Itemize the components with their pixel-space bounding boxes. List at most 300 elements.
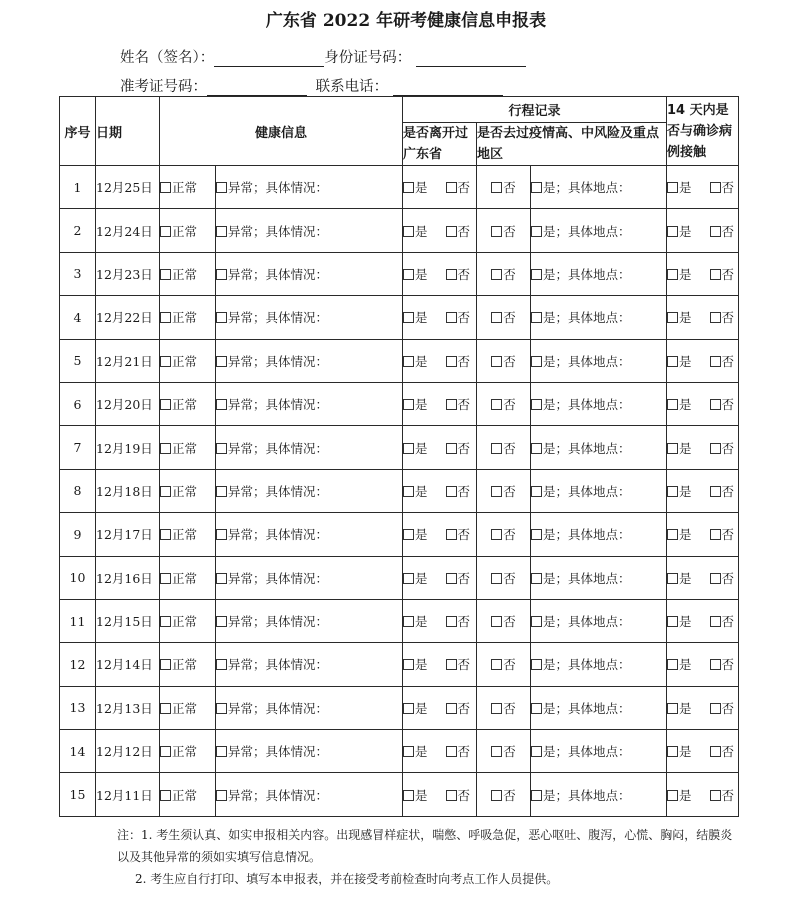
yes-label: 是 — [679, 787, 692, 803]
normal-option[interactable] — [160, 773, 216, 816]
note-2: 2. 考生应自行打印、填写本申报表，并在接受考前检查时向考点工作人员提供。 — [135, 872, 559, 886]
no-label: 否 — [457, 614, 471, 630]
abnormal-checkbox[interactable] — [216, 399, 227, 410]
row-date: 12月15日 — [96, 599, 160, 642]
left-province-no-checkbox[interactable] — [446, 790, 457, 801]
abnormal-option[interactable] — [216, 643, 403, 686]
normal-checkbox[interactable] — [160, 356, 171, 367]
yes-label: 是 — [415, 397, 428, 413]
no-label: 否 — [457, 700, 471, 716]
normal-option[interactable] — [160, 556, 216, 599]
risk-area-yes-checkbox[interactable] — [531, 312, 542, 323]
abnormal-option[interactable] — [216, 469, 403, 512]
risk-area-no-checkbox[interactable] — [491, 226, 502, 237]
contact-no-checkbox[interactable] — [710, 312, 721, 323]
contact-no-checkbox[interactable] — [710, 529, 721, 540]
left-province-no-checkbox[interactable] — [446, 226, 457, 237]
abnormal-option[interactable] — [216, 296, 403, 339]
header-contact: 14 天内是否与确诊病例接触 — [667, 97, 739, 166]
normal-checkbox[interactable] — [160, 703, 171, 714]
row-date: 12月13日 — [96, 686, 160, 729]
abnormal-option[interactable] — [216, 513, 403, 556]
yes-label: 是 — [415, 483, 428, 499]
risk-area-yes-checkbox[interactable] — [531, 573, 542, 584]
contact-no-checkbox[interactable] — [710, 573, 721, 584]
contact-yes-checkbox[interactable] — [667, 659, 678, 670]
normal-checkbox[interactable] — [160, 529, 171, 540]
risk-area-no-option[interactable] — [477, 730, 531, 773]
no-label: 否 — [503, 310, 516, 326]
table-row — [60, 209, 739, 252]
contact-yes-checkbox[interactable] — [667, 486, 678, 497]
left-province-no-checkbox[interactable] — [446, 182, 457, 193]
no-label: 否 — [503, 353, 516, 369]
abnormal-option[interactable] — [216, 773, 403, 816]
normal-label: 正常 — [172, 180, 198, 196]
left-province-yes-checkbox[interactable] — [403, 182, 414, 193]
normal-option[interactable] — [160, 296, 216, 339]
abnormal-checkbox[interactable] — [216, 746, 227, 757]
table-row — [60, 556, 739, 599]
contact-options — [667, 339, 739, 382]
contact-options — [667, 513, 739, 556]
yes-label: 是 — [679, 483, 692, 499]
yes-location-label: 是；具体地点： — [543, 397, 631, 413]
contact-yes-checkbox[interactable] — [667, 529, 678, 540]
risk-area-no-checkbox[interactable] — [491, 443, 502, 454]
abnormal-label: 异常；具体情况： — [228, 180, 329, 196]
left-province-yes-checkbox[interactable] — [403, 659, 414, 670]
contact-options — [667, 599, 739, 642]
left-province-options — [403, 556, 477, 599]
contact-yes-checkbox[interactable] — [667, 616, 678, 627]
normal-label: 正常 — [172, 570, 198, 586]
normal-checkbox[interactable] — [160, 573, 171, 584]
abnormal-option[interactable] — [216, 209, 403, 252]
risk-area-yes-checkbox[interactable] — [531, 269, 542, 280]
normal-label: 正常 — [172, 787, 198, 803]
abnormal-option[interactable] — [216, 599, 403, 642]
left-province-no-checkbox[interactable] — [446, 659, 457, 670]
risk-area-yes-option[interactable] — [531, 730, 667, 773]
contact-no-checkbox[interactable] — [710, 790, 721, 801]
left-province-yes-checkbox[interactable] — [403, 312, 414, 323]
left-province-no-checkbox[interactable] — [446, 746, 457, 757]
risk-area-no-checkbox[interactable] — [491, 746, 502, 757]
left-province-yes-checkbox[interactable] — [403, 269, 414, 280]
row-date: 12月17日 — [96, 513, 160, 556]
left-province-yes-checkbox[interactable] — [403, 226, 414, 237]
contact-no-checkbox[interactable] — [710, 703, 721, 714]
risk-area-no-option[interactable] — [477, 426, 531, 469]
yes-label: 是 — [679, 440, 692, 456]
normal-checkbox[interactable] — [160, 486, 171, 497]
no-label: 否 — [457, 570, 471, 586]
phone-field[interactable] — [393, 81, 503, 96]
id-field[interactable] — [416, 52, 526, 67]
contact-options — [667, 730, 739, 773]
no-label: 否 — [503, 614, 516, 630]
yes-label: 是 — [415, 570, 428, 586]
abnormal-checkbox[interactable] — [216, 443, 227, 454]
normal-checkbox[interactable] — [160, 659, 171, 670]
yes-location-label: 是；具体地点： — [543, 440, 631, 456]
left-province-yes-checkbox[interactable] — [403, 616, 414, 627]
risk-area-yes-option[interactable] — [531, 296, 667, 339]
risk-area-no-checkbox[interactable] — [491, 182, 502, 193]
risk-area-yes-option[interactable] — [531, 599, 667, 642]
left-province-yes-checkbox[interactable] — [403, 486, 414, 497]
risk-area-no-checkbox[interactable] — [491, 790, 502, 801]
risk-area-no-option[interactable] — [477, 382, 531, 425]
contact-yes-checkbox[interactable] — [667, 746, 678, 757]
abnormal-checkbox[interactable] — [216, 269, 227, 280]
abnormal-option[interactable] — [216, 382, 403, 425]
risk-area-yes-option[interactable] — [531, 513, 667, 556]
normal-option[interactable] — [160, 469, 216, 512]
risk-area-yes-checkbox[interactable] — [531, 443, 542, 454]
row-date: 12月25日 — [96, 166, 160, 209]
left-province-yes-checkbox[interactable] — [403, 746, 414, 757]
abnormal-checkbox[interactable] — [216, 486, 227, 497]
abnormal-checkbox[interactable] — [216, 182, 227, 193]
yes-label: 是 — [415, 440, 428, 456]
left-province-options — [403, 730, 477, 773]
row-date: 12月11日 — [96, 773, 160, 816]
contact-options — [667, 426, 739, 469]
row-date: 12月18日 — [96, 469, 160, 512]
normal-option[interactable] — [160, 339, 216, 382]
normal-option[interactable] — [160, 166, 216, 209]
risk-area-yes-option[interactable] — [531, 166, 667, 209]
exam-no-field[interactable] — [207, 81, 307, 96]
abnormal-checkbox[interactable] — [216, 659, 227, 670]
risk-area-yes-checkbox[interactable] — [531, 226, 542, 237]
no-label: 否 — [503, 657, 516, 673]
abnormal-label: 异常；具体情况： — [228, 397, 329, 413]
no-label: 否 — [721, 180, 735, 196]
risk-area-no-checkbox[interactable] — [491, 486, 502, 497]
left-province-no-checkbox[interactable] — [446, 443, 457, 454]
yes-label: 是 — [415, 266, 428, 282]
normal-option[interactable] — [160, 599, 216, 642]
normal-option[interactable] — [160, 730, 216, 773]
normal-option[interactable] — [160, 513, 216, 556]
risk-area-yes-option[interactable] — [531, 252, 667, 295]
risk-area-no-checkbox[interactable] — [491, 703, 502, 714]
risk-area-yes-checkbox[interactable] — [531, 659, 542, 670]
left-province-no-checkbox[interactable] — [446, 573, 457, 584]
no-label: 否 — [457, 310, 471, 326]
risk-area-yes-option[interactable] — [531, 426, 667, 469]
no-label: 否 — [457, 744, 471, 760]
left-province-yes-checkbox[interactable] — [403, 443, 414, 454]
normal-checkbox[interactable] — [160, 226, 171, 237]
contact-no-checkbox[interactable] — [710, 443, 721, 454]
header-date: 日期 — [96, 97, 160, 166]
no-label: 否 — [503, 440, 516, 456]
left-province-no-checkbox[interactable] — [446, 399, 457, 410]
row-date: 12月20日 — [96, 382, 160, 425]
row-seq: 12 — [60, 643, 96, 686]
contact-options — [667, 773, 739, 816]
contact-no-checkbox[interactable] — [710, 399, 721, 410]
contact-yes-checkbox[interactable] — [667, 269, 678, 280]
left-province-yes-checkbox[interactable] — [403, 356, 414, 367]
no-label: 否 — [721, 744, 735, 760]
risk-area-no-checkbox[interactable] — [491, 529, 502, 540]
table-row — [60, 296, 739, 339]
left-province-options — [403, 296, 477, 339]
note-1: 注：1. 考生须认真、如实申报相关内容。出现感冒样症状，喘憋、呼吸急促，恶心呕吐、腹泻，心慌、胸闷，结膜炎以及其他异常的须如实填写信息情况。 — [117, 828, 733, 864]
no-label: 否 — [721, 700, 735, 716]
risk-area-no-option[interactable] — [477, 556, 531, 599]
abnormal-checkbox[interactable] — [216, 616, 227, 627]
yes-label: 是 — [415, 614, 428, 630]
risk-area-yes-checkbox[interactable] — [531, 356, 542, 367]
abnormal-option[interactable] — [216, 730, 403, 773]
row-seq: 10 — [60, 556, 96, 599]
row-date: 12月22日 — [96, 296, 160, 339]
abnormal-checkbox[interactable] — [216, 790, 227, 801]
name-field[interactable] — [214, 52, 324, 67]
normal-checkbox[interactable] — [160, 182, 171, 193]
yes-location-label: 是；具体地点： — [543, 353, 631, 369]
table-row — [60, 469, 739, 512]
risk-area-yes-checkbox[interactable] — [531, 790, 542, 801]
risk-area-no-option[interactable] — [477, 296, 531, 339]
contact-no-checkbox[interactable] — [710, 486, 721, 497]
risk-area-no-option[interactable] — [477, 252, 531, 295]
yes-label: 是 — [679, 310, 692, 326]
no-label: 否 — [503, 397, 516, 413]
risk-area-yes-option[interactable] — [531, 469, 667, 512]
abnormal-label: 异常；具体情况： — [228, 570, 329, 586]
risk-area-yes-option[interactable] — [531, 556, 667, 599]
abnormal-option[interactable] — [216, 339, 403, 382]
risk-area-no-option[interactable] — [477, 599, 531, 642]
abnormal-option[interactable] — [216, 166, 403, 209]
contact-no-checkbox[interactable] — [710, 182, 721, 193]
table-row — [60, 773, 739, 816]
normal-checkbox[interactable] — [160, 443, 171, 454]
no-label: 否 — [457, 353, 471, 369]
no-label: 否 — [457, 397, 471, 413]
left-province-options — [403, 643, 477, 686]
yes-label: 是 — [415, 657, 428, 673]
normal-option[interactable] — [160, 643, 216, 686]
normal-checkbox[interactable] — [160, 399, 171, 410]
abnormal-option[interactable] — [216, 556, 403, 599]
risk-area-yes-option[interactable] — [531, 382, 667, 425]
contact-options — [667, 209, 739, 252]
yes-location-label: 是；具体地点： — [543, 527, 631, 543]
normal-label: 正常 — [172, 614, 198, 630]
risk-area-yes-checkbox[interactable] — [531, 486, 542, 497]
risk-area-no-option[interactable] — [477, 513, 531, 556]
contact-yes-checkbox[interactable] — [667, 356, 678, 367]
row-date: 12月21日 — [96, 339, 160, 382]
abnormal-checkbox[interactable] — [216, 529, 227, 540]
yes-label: 是 — [415, 310, 428, 326]
row-seq: 6 — [60, 382, 96, 425]
left-province-options — [403, 382, 477, 425]
yes-label: 是 — [679, 266, 692, 282]
left-province-no-checkbox[interactable] — [446, 312, 457, 323]
contact-options — [667, 686, 739, 729]
no-label: 否 — [721, 483, 735, 499]
abnormal-checkbox[interactable] — [216, 226, 227, 237]
yes-label: 是 — [415, 353, 428, 369]
left-province-yes-checkbox[interactable] — [403, 399, 414, 410]
row-seq: 9 — [60, 513, 96, 556]
row-seq: 5 — [60, 339, 96, 382]
left-province-options — [403, 599, 477, 642]
table-row — [60, 643, 739, 686]
normal-option[interactable] — [160, 426, 216, 469]
left-province-yes-checkbox[interactable] — [403, 529, 414, 540]
abnormal-label: 异常；具体情况： — [228, 483, 329, 499]
risk-area-no-option[interactable] — [477, 339, 531, 382]
risk-area-yes-checkbox[interactable] — [531, 399, 542, 410]
table-row — [60, 339, 739, 382]
risk-area-yes-option[interactable] — [531, 643, 667, 686]
no-label: 否 — [457, 266, 471, 282]
risk-area-yes-checkbox[interactable] — [531, 746, 542, 757]
yes-location-label: 是；具体地点： — [543, 310, 631, 326]
yes-location-label: 是；具体地点： — [543, 614, 631, 630]
risk-area-no-checkbox[interactable] — [491, 312, 502, 323]
abnormal-checkbox[interactable] — [216, 312, 227, 323]
abnormal-option[interactable] — [216, 426, 403, 469]
id-label: 身份证号码： — [324, 50, 412, 66]
risk-area-yes-checkbox[interactable] — [531, 182, 542, 193]
no-label: 否 — [721, 223, 735, 239]
contact-yes-checkbox[interactable] — [667, 182, 678, 193]
contact-yes-checkbox[interactable] — [667, 443, 678, 454]
risk-area-no-checkbox[interactable] — [491, 269, 502, 280]
risk-area-no-checkbox[interactable] — [491, 573, 502, 584]
contact-no-checkbox[interactable] — [710, 616, 721, 627]
yes-label: 是 — [679, 570, 692, 586]
left-province-yes-checkbox[interactable] — [403, 573, 414, 584]
abnormal-checkbox[interactable] — [216, 356, 227, 367]
normal-label: 正常 — [172, 440, 198, 456]
contact-yes-checkbox[interactable] — [667, 573, 678, 584]
risk-area-no-checkbox[interactable] — [491, 659, 502, 670]
risk-area-no-option[interactable] — [477, 209, 531, 252]
abnormal-label: 异常；具体情况： — [228, 353, 329, 369]
left-province-yes-checkbox[interactable] — [403, 790, 414, 801]
contact-no-checkbox[interactable] — [710, 659, 721, 670]
left-province-no-checkbox[interactable] — [446, 703, 457, 714]
contact-no-checkbox[interactable] — [710, 226, 721, 237]
normal-checkbox[interactable] — [160, 312, 171, 323]
left-province-no-checkbox[interactable] — [446, 616, 457, 627]
contact-no-checkbox[interactable] — [710, 269, 721, 280]
contact-yes-checkbox[interactable] — [667, 703, 678, 714]
risk-area-no-checkbox[interactable] — [491, 399, 502, 410]
no-label: 否 — [721, 657, 735, 673]
risk-area-yes-option[interactable] — [531, 209, 667, 252]
normal-checkbox[interactable] — [160, 746, 171, 757]
header-travel: 行程记录 — [403, 97, 667, 123]
normal-option[interactable] — [160, 252, 216, 295]
contact-options — [667, 166, 739, 209]
risk-area-no-option[interactable] — [477, 166, 531, 209]
risk-area-yes-checkbox[interactable] — [531, 529, 542, 540]
contact-yes-checkbox[interactable] — [667, 226, 678, 237]
risk-area-yes-checkbox[interactable] — [531, 703, 542, 714]
row-seq: 13 — [60, 686, 96, 729]
contact-yes-checkbox[interactable] — [667, 790, 678, 801]
left-province-no-checkbox[interactable] — [446, 356, 457, 367]
contact-no-checkbox[interactable] — [710, 746, 721, 757]
left-province-no-checkbox[interactable] — [446, 269, 457, 280]
abnormal-checkbox[interactable] — [216, 703, 227, 714]
abnormal-option[interactable] — [216, 252, 403, 295]
left-province-yes-checkbox[interactable] — [403, 703, 414, 714]
normal-option[interactable] — [160, 686, 216, 729]
contact-options — [667, 469, 739, 512]
table-row — [60, 599, 739, 642]
no-label: 否 — [721, 787, 735, 803]
risk-area-no-option[interactable] — [477, 643, 531, 686]
contact-yes-checkbox[interactable] — [667, 312, 678, 323]
normal-label: 正常 — [172, 657, 198, 673]
normal-option[interactable] — [160, 382, 216, 425]
normal-checkbox[interactable] — [160, 616, 171, 627]
abnormal-checkbox[interactable] — [216, 573, 227, 584]
header-health: 健康信息 — [160, 97, 403, 166]
no-label: 否 — [721, 353, 735, 369]
row-seq: 14 — [60, 730, 96, 773]
normal-checkbox[interactable] — [160, 269, 171, 280]
risk-area-no-option[interactable] — [477, 773, 531, 816]
yes-location-label: 是；具体地点： — [543, 657, 631, 673]
risk-area-yes-option[interactable] — [531, 686, 667, 729]
yes-label: 是 — [679, 614, 692, 630]
risk-area-no-checkbox[interactable] — [491, 356, 502, 367]
left-province-no-checkbox[interactable] — [446, 486, 457, 497]
exam-no-label: 准考证号码： — [120, 79, 207, 95]
risk-area-yes-option[interactable] — [531, 773, 667, 816]
risk-area-no-option[interactable] — [477, 686, 531, 729]
yes-label: 是 — [679, 657, 692, 673]
table-row — [60, 166, 739, 209]
risk-area-yes-option[interactable] — [531, 339, 667, 382]
normal-checkbox[interactable] — [160, 790, 171, 801]
risk-area-yes-checkbox[interactable] — [531, 616, 542, 627]
normal-option[interactable] — [160, 209, 216, 252]
risk-area-no-option[interactable] — [477, 469, 531, 512]
contact-options — [667, 643, 739, 686]
row-date: 12月24日 — [96, 209, 160, 252]
no-label: 否 — [503, 483, 516, 499]
row-date: 12月23日 — [96, 252, 160, 295]
row-seq: 7 — [60, 426, 96, 469]
left-province-options — [403, 469, 477, 512]
normal-label: 正常 — [172, 223, 198, 239]
contact-no-checkbox[interactable] — [710, 356, 721, 367]
abnormal-option[interactable] — [216, 686, 403, 729]
risk-area-no-checkbox[interactable] — [491, 616, 502, 627]
left-province-no-checkbox[interactable] — [446, 529, 457, 540]
yes-location-label: 是；具体地点： — [543, 223, 631, 239]
no-label: 否 — [503, 700, 516, 716]
row-seq: 2 — [60, 209, 96, 252]
contact-yes-checkbox[interactable] — [667, 399, 678, 410]
